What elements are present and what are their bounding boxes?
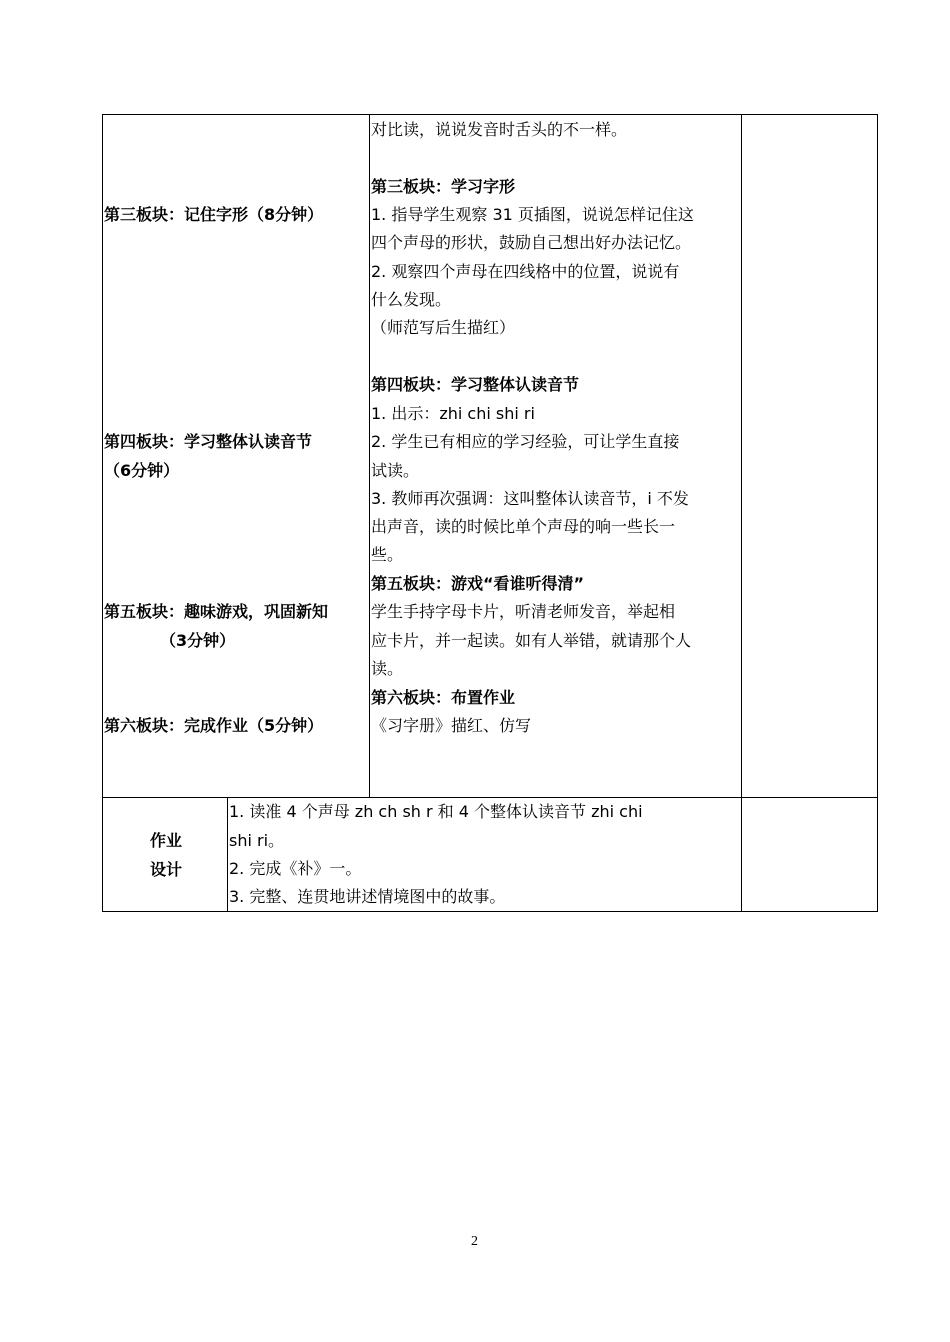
block4-line: 3. 教师再次强调：这叫整体认读音节，i 不发 — [371, 489, 689, 508]
block5-title: 第五板块：游戏“看谁听得清” — [371, 574, 585, 593]
table-border-bottom — [102, 911, 878, 912]
table-border-right — [877, 114, 878, 912]
block3-line: 什么发现。 — [371, 290, 452, 309]
homework-line: 1. 读准 4 个声母 zh ch sh r 和 4 个整体认读音节 zhi chi — [229, 802, 643, 821]
left-block5-label: 第五板块：趣味游戏，巩固新知 — [104, 602, 329, 621]
table-border-top — [102, 114, 878, 115]
homework-label-2: 设计 — [150, 860, 183, 879]
table-row-divider — [102, 797, 878, 798]
table-column-divider-2 — [741, 114, 742, 912]
block3-line: 1. 指导学生观察 31 页插图，说说怎样记住这 — [371, 205, 694, 224]
block4-line: 出声音，读的时候比单个声母的响一些长一 — [371, 517, 676, 536]
block5-line: 应卡片，并一起读。如有人举错，就请那个人 — [371, 631, 692, 650]
block6-line: 《习字册》描红、仿写 — [371, 716, 532, 735]
block5-line: 学生手持字母卡片，听清老师发音，举起相 — [371, 602, 676, 621]
table-column-divider-homework — [227, 797, 228, 912]
homework-label-1: 作业 — [150, 831, 183, 850]
block3-line: （师范写后生描红） — [371, 318, 516, 337]
block4-title: 第四板块：学习整体认读音节 — [371, 375, 580, 394]
block5-line: 读。 — [371, 659, 404, 678]
page-number: 2 — [471, 1234, 478, 1249]
left-block6-label: 第六板块：完成作业（5分钟） — [104, 716, 324, 735]
content-continued: 对比读，说说发音时舌头的不一样。 — [371, 120, 628, 139]
block4-line: 2. 学生已有相应的学习经验，可让学生直接 — [371, 432, 680, 451]
block4-line: 试读。 — [371, 461, 420, 480]
homework-line: 2. 完成《补》一。 — [229, 859, 362, 878]
block6-title: 第六板块：布置作业 — [371, 688, 516, 707]
block4-line: 1. 出示：zhi chi shi ri — [371, 404, 535, 423]
homework-line: shi ri。 — [229, 831, 285, 850]
left-block3-label: 第三板块：记住字形（8分钟） — [104, 205, 324, 224]
block3-line: 四个声母的形状，鼓励自己想出好办法记忆。 — [371, 233, 692, 252]
left-block5-time: （3分钟） — [160, 631, 236, 650]
block3-line: 2. 观察四个声母在四线格中的位置，说说有 — [371, 262, 680, 281]
block4-line: 些。 — [371, 545, 404, 564]
homework-line: 3. 完整、连贯地讲述情境图中的故事。 — [229, 887, 506, 906]
block3-title: 第三板块：学习字形 — [371, 177, 516, 196]
left-block4-time: （6分钟） — [104, 461, 180, 480]
left-block4-label: 第四板块：学习整体认读音节 — [104, 432, 313, 451]
table-border-left — [102, 114, 103, 912]
table-column-divider-1 — [369, 114, 370, 798]
